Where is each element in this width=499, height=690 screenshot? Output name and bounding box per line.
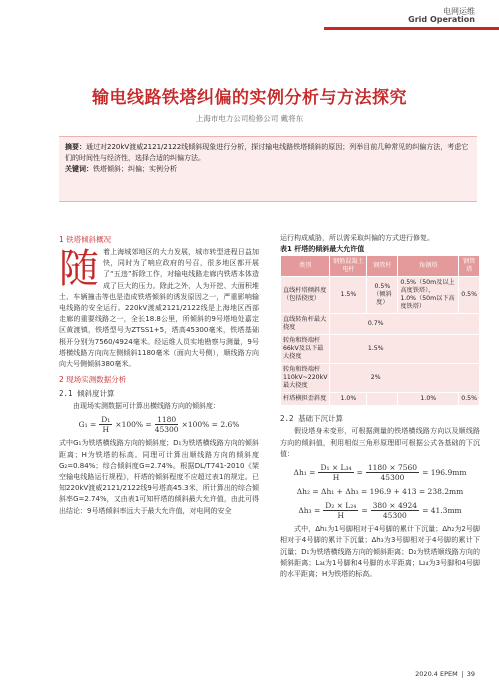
- left-column: [59, 233, 259, 517]
- variable-definitions: 式中，Δh₁为1号脚相对于4号脚的累计下沉量；Δh₂为2号脚相对于4号脚的累计下沉量；Δh₃为3号脚相对于4号脚的累计下沉量；D₁为铁塔横线路方向的倾斜距离；D₂为铁塔顺线路方向的倾斜距离；L₃₄为1号脚和4号脚的水平距离；L₂₄为3号脚和4号脚的水平距离；H为铁塔的标高。: [280, 525, 480, 579]
- formula-tilt-degree: G₁ = $\frac{\text{D₁}}{H}$ ×100% = $\frac{1180}{45300}$ ×100% = 2.6%: [78, 415, 240, 435]
- continued-paragraph: 运行构成威胁，所以需采取纠偏的方式进行修复。: [280, 234, 434, 242]
- table-row: 转角和终端杆110kV~220kV最大挠度 2%: [281, 364, 480, 393]
- formula-delta-h1: Δh₁ = $\frac{\text{D₁ × L₃₄}}{H}$ = $\frac{1180 \times 7560}{45300}$ = 196.9mm: [293, 463, 467, 483]
- formula-delta-h3: Δh₃ = $\frac{\text{D₂ × L₂₄}}{H}$ = $\frac{380 \times 4924}{45300}$ = 41.3mm: [298, 501, 462, 521]
- table-row: 直线杆塔倾斜度（包括挠度） 1.5% 0.5%（倾斜度） 0.5%（50m及以上高度铁塔），1.0%（50m以下高度铁塔） 0.5%: [281, 277, 480, 314]
- abstract-label: 摘要：: [65, 143, 86, 151]
- table-header: 钢管杆: [367, 256, 398, 277]
- section1-paragraph: 随着上海城郊地区的大力发展，城市转型进程日益加快，同时为了响应政府的号召，很多地区都开展了“五违”拆除工作，对输电线路走廊内铁塔本体造成了巨大的压力。除此之外，人为开挖、大面积堆土、车辆撞击等也是造成铁塔倾斜的诱发原因之一，严重影响输电线路的安全运行。220kV渡威2121/2122线是上海地区西部走廊的重要线路之一，全长18.8公里，所倾斜的9号塔地处嘉定区黄渡镇，铁塔型号为ZTSS1+5，塔高45300毫米，铁塔基础根开分别为7560/4924毫米。经运维人员实地勘察与测量，9号塔横线路方向向左侧倾斜1180毫米（面向大号侧），顺线路方向向大号侧倾斜380毫米。: [59, 246, 259, 369]
- table-header: 角钢塔: [398, 256, 459, 277]
- paper-title: 输电线路铁塔纠偏的实例分析与方法探究: [92, 88, 407, 108]
- formula-intro: 由现场实测数据可计算出横线路方向的倾斜度：: [73, 402, 220, 411]
- keywords-label: 关键词：: [65, 165, 93, 173]
- tilt-limit-table: [280, 255, 480, 406]
- subsection-heading-2-1: 2.1 倾斜度计算: [59, 389, 115, 399]
- section-heading-1: 1 铁塔倾斜概况: [59, 235, 112, 244]
- keywords: 关键词：铁塔倾斜；纠偏；实例分析: [65, 165, 177, 173]
- author-affiliation: 上海市电力公司检修公司 戴将东: [195, 114, 304, 123]
- table-row: 杆塔横担歪斜度 1.0% 1.0% 0.5%: [281, 393, 480, 406]
- table-caption: 表1 杆塔的倾斜最大允许值: [280, 245, 365, 254]
- table-header: 钢管塔: [459, 256, 480, 277]
- settlement-intro: 假设塔身未变形，可根据测量的铁塔横线路方向以及顺线路方向的倾斜值，利用相似三角形原理即可根据公式各基础的下沉值：: [280, 427, 480, 458]
- abstract-box: [59, 136, 477, 202]
- running-header-section-en: Grid Operation: [408, 15, 475, 24]
- header-rule: [324, 27, 499, 30]
- footer-divider: [462, 671, 463, 678]
- section2-paragraph: 式中G₁为铁塔横线路方向的倾斜度；D₁为铁塔横线路方向的倾斜距离；H为铁塔的标高。同理可计算出顺线路方向的倾斜度G₂=0.84%；综合倾斜度G=2.74%。根据DL/T741-2010《架空输电线路运行规程》，杆塔的倾斜程度不应超过表1的规定。已知220kV渡威2121/2122线9号塔高45.3米，所计算出的综合倾斜率G=2.74%，又由表1可知杆塔的倾斜最大允许值，由此可得出结论：9号塔倾斜率远大于最大允许值，对电网的安全: [59, 439, 259, 515]
- table-header: 钢筋混凝土电杆: [330, 256, 367, 277]
- right-column: [280, 233, 480, 580]
- section-heading-2: 2 现场实测数据分析: [59, 375, 127, 385]
- page-footer: [415, 670, 475, 678]
- page-number: 39: [466, 670, 475, 678]
- table-header: 类别: [281, 256, 330, 277]
- running-header-section: 电网运维: [443, 7, 475, 16]
- table-row: 直线转角杆最大挠度 0.7%: [281, 314, 480, 335]
- table-row: 转角和终端杆66kV及以下最大挠度 1.5%: [281, 335, 480, 364]
- formula-delta-h2: Δh₂ = Δh₁ + Δh₃ = 196.9 + 413 = 238.2mm: [296, 487, 464, 497]
- subsection-heading-2-2: 2.2 基础下沉计算: [280, 414, 344, 424]
- drop-cap: 随: [59, 246, 99, 292]
- abstract-text: 摘要：通过对220kV渡威2121/2122线倾斜现象进行分析，探讨输电线路铁塔倾斜的原因；列举目前几种常见的纠偏方法，考虑它们的时间性与经济性，选择合适的纠偏方法。: [65, 143, 469, 162]
- issue-label: 2020.4 EPEM: [415, 670, 458, 678]
